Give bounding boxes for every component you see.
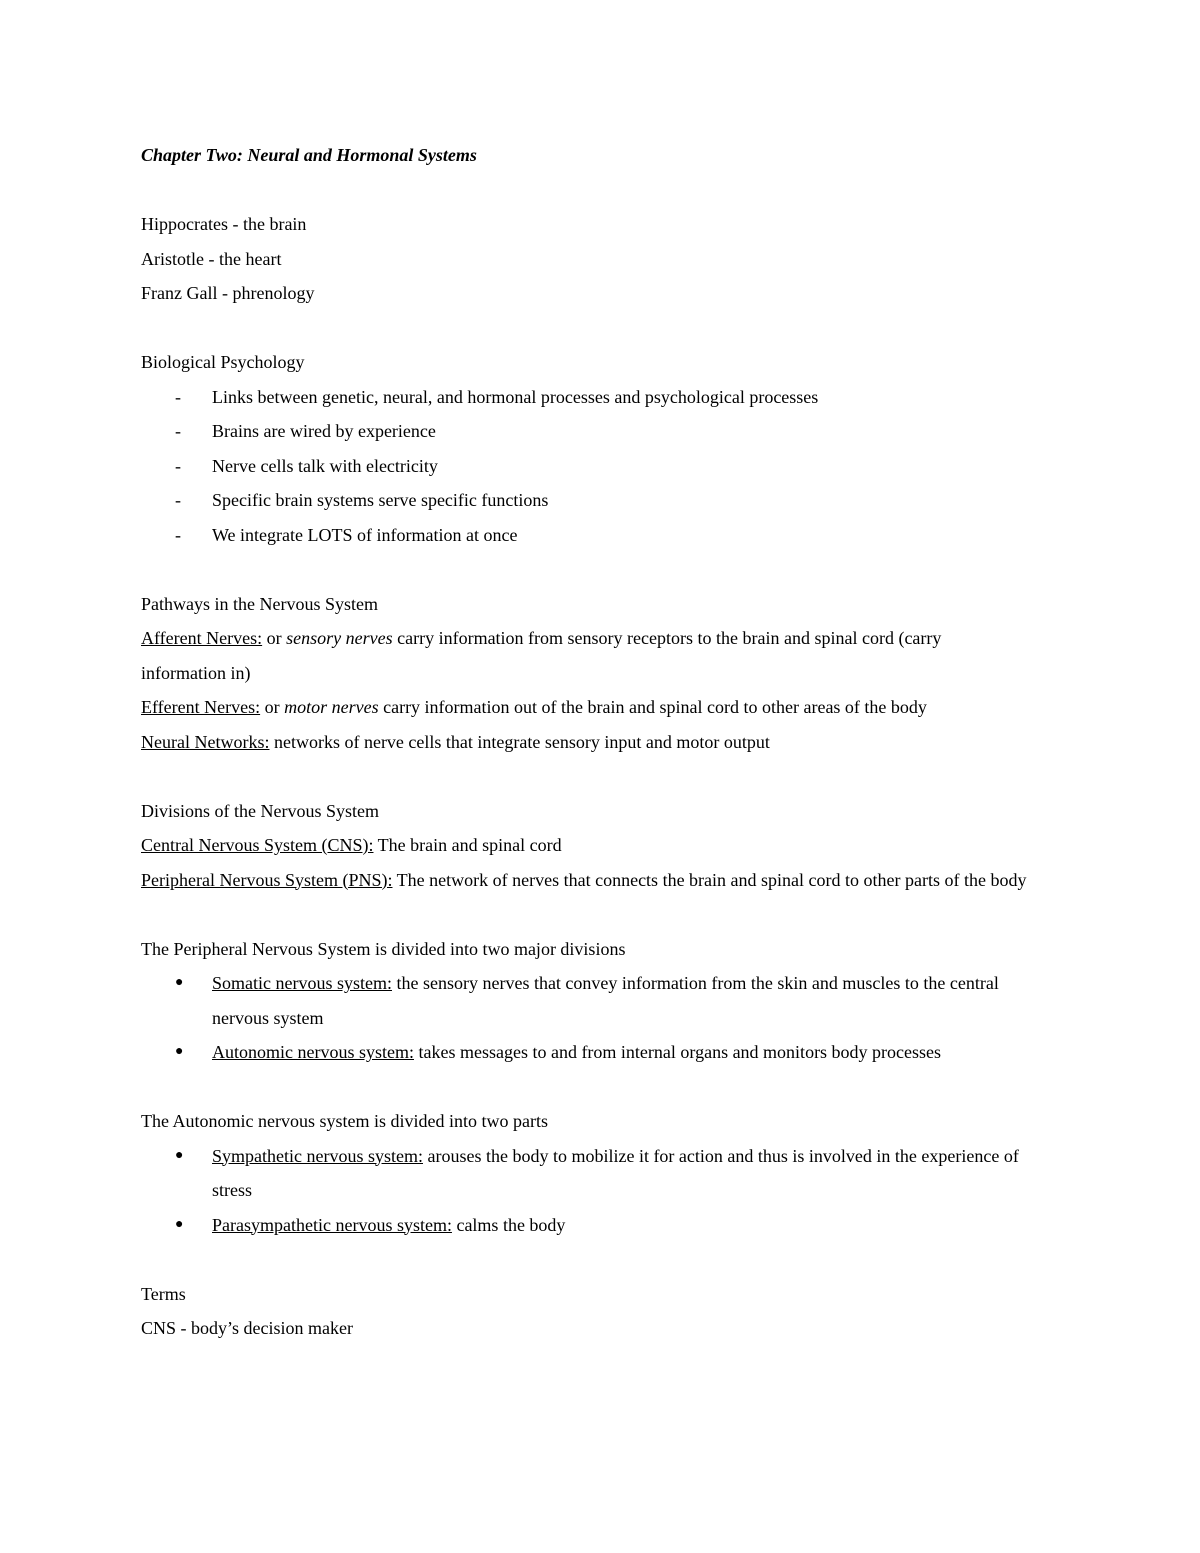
peripheral-list: [141, 966, 1081, 1070]
dash-marker: -: [175, 455, 181, 476]
neural-networks-definition: Neural Networks: networks of nerve cells that integrate sensory input and motor output: [141, 731, 770, 752]
autonomic-list: [141, 1139, 1081, 1243]
bullet-marker: ●: [175, 975, 184, 990]
document-title: Chapter Two: Neural and Hormonal Systems: [141, 145, 477, 165]
history-item: Franz Gall - phrenology: [141, 283, 315, 303]
dash-marker: -: [175, 421, 181, 441]
section-heading-terms: Terms: [141, 1283, 186, 1304]
biological-list: [141, 380, 1081, 553]
bullet-marker: ●: [175, 1216, 184, 1232]
list-item: - Nerve cells talk with electricity: [141, 449, 1081, 484]
list-item: - Brains are wired by experience: [141, 414, 1081, 449]
list-item: - Specific brain systems serve specific functions: [141, 483, 1081, 518]
dash-marker: -: [175, 490, 181, 510]
list-item: ● Somatic nervous system: the sensory nerves that convey information from the skin and muscles to the central nervous system: [141, 966, 1042, 1035]
dash-marker: -: [175, 386, 181, 407]
section-heading-divisions: Divisions of the Nervous System: [141, 800, 379, 821]
afferent-definition: Afferent Nerves: or sensory nerves carry information from sensory receptors to the brain and spinal cord (carry information in): [141, 628, 942, 683]
history-item: Hippocrates - the brain: [141, 214, 307, 234]
section-heading-pathways: Pathways in the Nervous System: [141, 593, 378, 614]
cns-definition: Central Nervous System (CNS): The brain and spinal cord: [141, 835, 562, 855]
section-heading-autonomic: The Autonomic nervous system is divided into two parts: [141, 1111, 548, 1131]
list-item: - We integrate LOTS of information at once: [141, 518, 1081, 553]
list-item: - Links between genetic, neural, and hormonal processes and psychological processes: [141, 380, 1081, 415]
efferent-definition: Efferent Nerves: or motor nerves carry information out of the brain and spinal cord to other areas of the body: [141, 697, 927, 717]
dash-marker: -: [175, 524, 181, 545]
pns-definition: Peripheral Nervous System (PNS): The network of nerves that connects the brain and spinal cord to other parts of the body: [141, 869, 1027, 890]
list-item: ● Parasympathetic nervous system: calms the body: [141, 1208, 1081, 1243]
list-item: ● Sympathetic nervous system: arouses the body to mobilize it for action and thus is involved in the experience of stress: [141, 1139, 1042, 1208]
history-item: Aristotle - the heart: [141, 248, 282, 269]
bullet-marker: ●: [175, 1044, 184, 1059]
section-heading-biological: Biological Psychology: [141, 352, 305, 372]
term-item: CNS - body’s decision maker: [141, 1318, 353, 1338]
list-item: ● Autonomic nervous system: takes messages to and from internal organs and monitors body processes: [141, 1035, 1081, 1070]
bullet-marker: ●: [175, 1147, 184, 1163]
document-body: [141, 138, 1081, 1346]
section-heading-peripheral: The Peripheral Nervous System is divided into two major divisions: [141, 938, 626, 959]
